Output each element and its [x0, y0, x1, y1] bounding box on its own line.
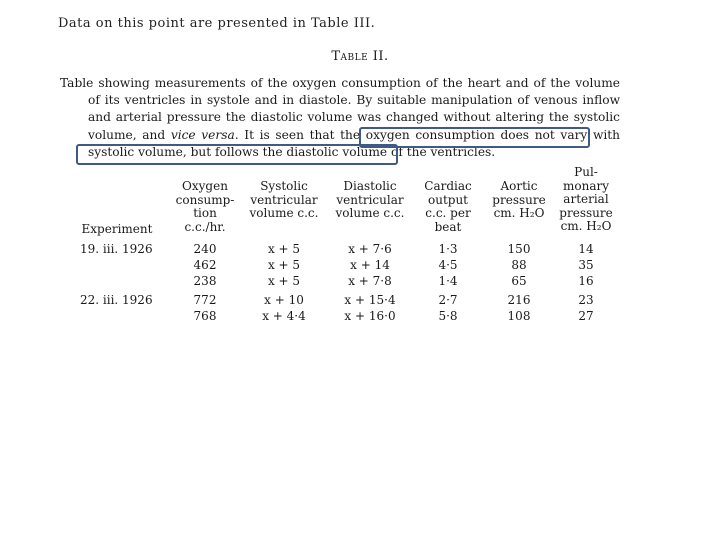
- cell-systolic: x + 4·4: [262, 309, 306, 323]
- caption-text-end: of the ventricles.: [387, 144, 496, 159]
- cell-oxygen: 238: [193, 274, 217, 288]
- cell-pulmonary: 27: [578, 309, 594, 323]
- caption-italic-phrase: vice versa: [170, 127, 235, 142]
- cell-oxygen: 240: [193, 242, 217, 256]
- cell-oxygen: 768: [193, 309, 217, 323]
- cell-diastolic: x + 14: [350, 258, 390, 272]
- cell-cardiac: 1·3: [438, 242, 458, 256]
- caption-text-between: with: [587, 127, 621, 142]
- header-oxygen: Oxygen consump- tion c.c./hr.: [175, 179, 235, 234]
- cell-aortic: 88: [511, 258, 527, 272]
- cell-cardiac: 5·8: [438, 309, 458, 323]
- cell-oxygen: 772: [193, 293, 217, 307]
- caption-text-mid: . It is seen that the: [234, 127, 366, 142]
- cell-systolic: x + 5: [267, 274, 301, 288]
- cell-aortic: 65: [511, 274, 527, 288]
- experiment-label: 19. iii. 1926: [80, 242, 153, 256]
- cell-pulmonary: 35: [578, 258, 594, 272]
- cell-pulmonary: 14: [578, 242, 594, 256]
- header-diastolic: Diastolic ventricular volume c.c.: [335, 179, 405, 220]
- cell-systolic: x + 5: [267, 258, 301, 272]
- cell-diastolic: x + 16·0: [344, 309, 396, 323]
- caption-text-start: Table showing measurements of the oxygen consumption of the heart and of the volume of its ventricles in systole and in diastole. By suitable manipulation of venous inflow and arterial pressure the diastolic volume was changed without altering the systolic volume, and: [60, 76, 620, 142]
- cell-cardiac: 2·7: [438, 293, 458, 307]
- header-systolic: Systolic ventricular volume c.c.: [249, 179, 319, 220]
- caption-highlight-1: oxygen consumption does not vary: [365, 127, 588, 142]
- header-experiment: Experiment: [81, 222, 153, 236]
- cell-cardiac: 4·5: [438, 258, 458, 272]
- cell-pulmonary: 23: [578, 293, 594, 307]
- caption-highlight-2: systolic volume, but follows the diastolic volume: [88, 144, 388, 159]
- cell-diastolic: x + 7·8: [348, 274, 392, 288]
- header-aortic: Aortic pressure cm. H₂O: [492, 179, 546, 220]
- cell-diastolic: x + 15·4: [344, 293, 396, 307]
- header-pulmonary: Pul- monary arterial pressure cm. H₂O: [559, 165, 613, 233]
- cell-aortic: 108: [507, 309, 531, 323]
- experiment-label: 22. iii. 1926: [80, 293, 153, 307]
- cell-systolic: x + 5: [267, 242, 301, 256]
- cell-aortic: 216: [507, 293, 531, 307]
- cell-diastolic: x + 7·6: [348, 242, 392, 256]
- table-caption: [60, 75, 620, 161]
- table-title: Table II.: [331, 49, 389, 64]
- cell-systolic: x + 10: [264, 293, 304, 307]
- cell-oxygen: 462: [193, 258, 217, 272]
- header-cardiac: Cardiac output c.c. per beat: [424, 179, 472, 234]
- cut-off-preceding-line: Data on this point are presented in Table III.: [58, 16, 376, 31]
- cell-aortic: 150: [507, 242, 531, 256]
- cell-pulmonary: 16: [578, 274, 594, 288]
- cell-cardiac: 1·4: [438, 274, 458, 288]
